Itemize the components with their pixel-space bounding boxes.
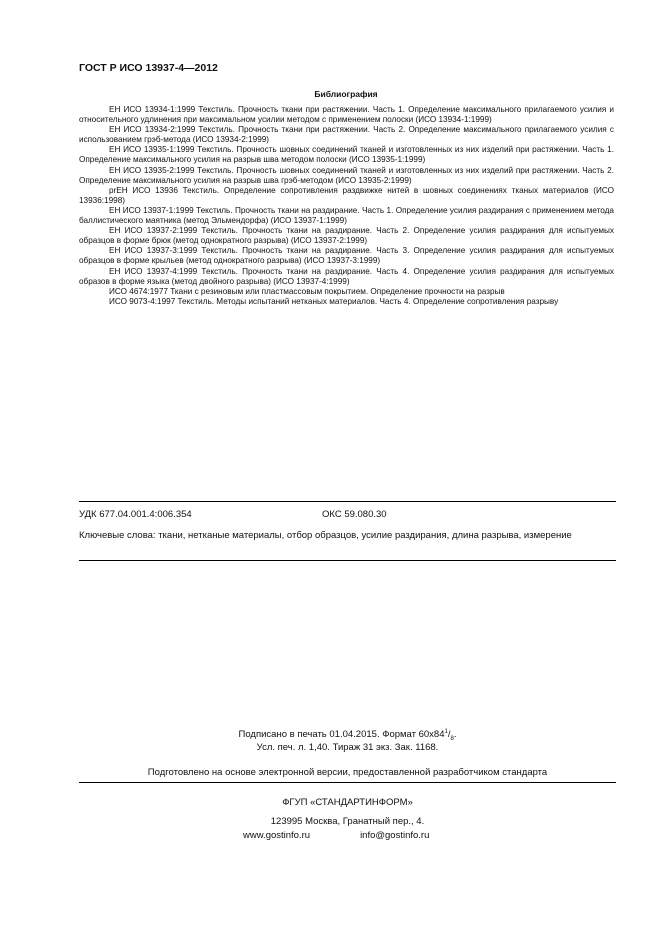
bibliography-entry: ЕН ИСО 13937-3:1999 Текстиль. Прочность ткани на раздирание. Часть 3. Определение усилия раздирания для испытуемых образцов в форме крыльев (метод однократного разрыва) (ИСО 13937-3:1999): [79, 246, 614, 266]
bibliography-list: [79, 105, 614, 307]
print-line: Усл. печ. л. 1,40. Тираж 31 экз. Зак. 1168.: [256, 742, 439, 753]
format-sub: 8: [450, 735, 454, 742]
bibliography-entry: ЕН ИСО 13934-2:1999 Текстиль. Прочность ткани при растяжении. Часть 2. Определение максимального прилагаемого усилия с использованием грэб-метода (ИСО 13934-2:1999): [79, 125, 614, 145]
bibliography-entry: ЕН ИСО 13937-1:1999 Текстиль. Прочность ткани на раздирание. Часть 1. Определение усилия раздирания с применением метода баллистического маятника (метод Эльмендорфа) (ИСО 13937-1:1999): [79, 205, 614, 226]
publisher: ФГУП «СТАНДАРТИНФОРМ»: [282, 797, 413, 808]
website-link[interactable]: www.gostinfo.ru: [243, 830, 311, 841]
standard-header: ГОСТ Р ИСО 13937-4—2012: [79, 62, 218, 74]
bibliography-entry: ЕН ИСО 13937-4:1999 Текстиль. Прочность ткани на раздирание. Часть 4. Определение усилия раздирания для испытуемых образов в форме языка (метод двойного разрыва) (ИСО 13937-4:1999): [79, 266, 614, 286]
signed-suffix: .: [453, 729, 457, 740]
udk-code: УДК 677.04.001.4:006.354: [79, 509, 192, 520]
bibliography-entry: ЕН ИСО 13935-1:1999 Текстиль. Прочность шовных соединений тканей и изготовленных из них изделий при растяжении. Часть 1. Определение максимального усилия на разрыв шва методом полоски (ИСО 13935-1:1999): [79, 145, 614, 165]
divider-imprint: [79, 782, 616, 783]
bibliography-entry: prЕН ИСО 13936 Текстиль. Определение сопротивления раздвижке нитей в шовных соединениях тканых материалов (ИСО 13936:1998): [79, 185, 614, 205]
signed-text: Подписано в печать 01.04.2015. Формат 60х84: [238, 729, 445, 740]
format-sup: 1: [444, 728, 448, 735]
prepared-note: Подготовлено на основе электронной версии, предоставленной разработчиком стандарта: [147, 767, 548, 778]
keywords: Ключевые слова: ткани, нетканые материалы, отбор образцов, усилие раздирания, длина разрыва, измерение: [79, 530, 572, 541]
contacts-line: [243, 830, 429, 841]
bibliography-entry: ЕН ИСО 13937-2:1999 Текстиль. Прочность ткани на раздирание. Часть 2. Определение усилия раздирания для испытуемых образцов в форме брюк (метод однократного разрыва) (ИСО 13937-2:1999): [79, 226, 614, 246]
bibliography-entry: ИСО 4674:1977 Ткани с резиновым или пластмассовым покрытием. Определение прочности на разрыв: [109, 286, 505, 296]
divider-bottom: [79, 560, 616, 561]
email-link[interactable]: info@gostinfo.ru: [360, 830, 430, 841]
bibliography-entry: ЕН ИСО 13934-1:1999 Текстиль. Прочность ткани при растяжении. Часть 1. Определение максимального прилагаемого усилия и относительного удлинения при максимальном усилии методом с применением полоски (ИСО 13934-1:1999): [79, 105, 614, 125]
oks-code: ОКС 59.080.30: [322, 509, 387, 520]
divider-top: [79, 501, 616, 502]
bibliography-entry: ЕН ИСО 13935-2:1999 Текстиль. Прочность шовных соединений тканей и изготовленных из них изделий при растяжении. Часть 2. Определение максимального усилия на разрыв шва грэб-методом (ИСО 13935-2:1999): [79, 165, 614, 185]
address: 123995 Москва, Гранатный пер., 4.: [270, 816, 425, 827]
bibliography-title: Библиография: [314, 89, 378, 99]
bibliography-entry: ИСО 9073-4:1997 Текстиль. Методы испытаний нетканых материалов. Часть 4. Определение сопротивления разрыву: [109, 296, 559, 306]
signed-line: Подписано в печать 01.04.2015. Формат $60х84^1/_8$.: [238, 728, 457, 742]
